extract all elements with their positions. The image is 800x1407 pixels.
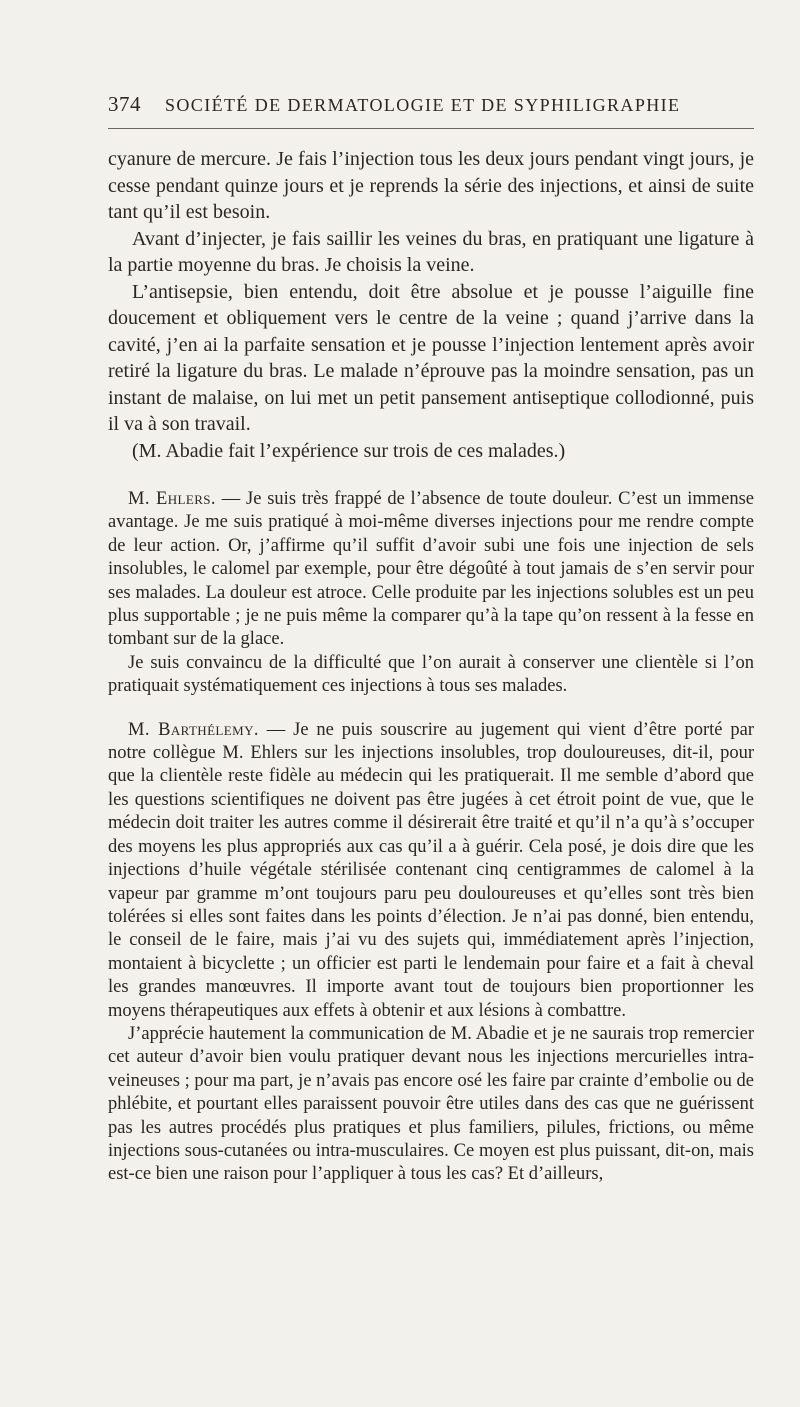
speaker-name-ehlers: M. Ehlers. [128,489,216,509]
paragraph-antisepsis: L’antisepsie, bien entendu, doit être absolue et je pousse l’aiguille fine doucement et obliquement vers le centre de la veine ; quand j’arrive dans la cavité, j’en ai la parfaite sensation et je pousse l’injection lentement après avoir retiré la ligature du bras. Le malade n’éprouve pas la moindre sensation, pas un instant de malaise, on lui met un petit pansement antiseptique collodionné, puis il va à son travail. [108,280,754,435]
section-gap [108,699,754,719]
paragraph-ehlers-remarks [108,488,754,652]
body-text [108,146,754,1187]
paragraph-experiment-note: (M. Abadie fait l’expérience sur trois de ces malades.) [132,439,566,462]
abadie-section [108,146,754,464]
paragraph-continuation: cyanure de mercure. Je fais l’injection tous les deux jours pendant vingt jours, je cesse pendant quinze jours et je reprends la série des injections, et ainsi de suite tant qu’il est besoin. [108,148,754,223]
ehlers-remarks-text: — Je suis très frappé de l’absence de toute douleur. C’est un immense avantage. Je me suis pratiqué à moi-même diverses injections pour me rendre compte de leur action. Or, j’affirme qu’il suffit d’avoir subi une fois une injection de sels insolubles, le calomel par exemple, pour être dégoûté à tout jamais de s’en servir pour ses malades. La douleur est atroce. Celle produite par les injections solubles est un peu plus supportable ; je ne puis même la comparer qu’à la tape qu’on ressent à la fesse en tombant sur de la glace. [108,489,755,650]
section-gap [108,464,754,488]
page-number: 374 [108,92,141,116]
barthelemy-reply-text: — Je ne puis souscrire au jugement qui vient d’être porté par notre collègue M. Ehlers sur les injections insolubles, trop douloureuses, dit-il, pour que la clientèle reste fidèle au médecin qui les pratiquerait. Il me semble d’abord que les questions scientifiques ne doivent pas être jugées à cet étroit point de vue, que le médecin doit traiter les autres comme il désirerait être traité et qu’il n’a qu’à s’occuper des moyens les plus appropriés aux cas qu’il a à guérir. Cela posé, je dois dire que les injections d’huile végétale stérilisée contenant cinq centigrammes de calomel à la vapeur par gramme m’ont toujours paru peu douloureuses et qu’elles sont très bien tolérées si elles sont faites dans les points d’élection. Je n’ai pas donné, bien entendu, le conseil de le faire, mais j’ai vu des sujets qui, immédiatement après l’injection, montaient à bicyclette ; un officier est parti le lendemain pour faire et a fait à cheval les grandes manœuvres. Il importe avant tout de toujours bien proportionner les moyens thérapeutiques aux effets à obtenir et aux lésions à combattre. [108,719,754,1021]
speaker-name-barthelemy: M. Barthélemy. [128,719,259,740]
running-title: SOCIÉTÉ DE DERMATOLOGIE ET DE SYPHILIGRAPHIE [165,95,681,115]
paragraph-ligature: Avant d’injecter, je fais saillir les veines du bras, en pratiquant une ligature à la partie moyenne du bras. Je choisis la veine. [108,227,754,276]
running-head [108,92,754,118]
ehlers-section [108,488,754,699]
paragraph-ehlers-conviction: Je suis convaincu de la difficulté que l’on aurait à conserver une clientèle si l’on pratiquait systématiquement ces injections à tous ses malades. [108,652,754,697]
barthelemy-section [108,719,754,1187]
paragraph-barthelemy-appreciation: J’apprécie hautement la communication de M. Abadie et je ne saurais trop remercier cet auteur d’avoir bien voulu pratiquer devant nous les injections mercurielles intra-veineuses ; pour ma part, je n’avais pas encore osé les faire par crainte d’embolie ou de phlébite, et pourtant elles paraissent pouvoir être utiles dans des cas que ne guérissent pas les autres procédés plus pratiques et plus familiers, pilules, frictions, ou même injections sous-cutanées ou intra-musculaires. Ce moyen est plus puissant, dit-on, mais est-ce bien une raison pour l’appliquer à tous les cas? Et d’ailleurs, [108,1023,754,1185]
paragraph-barthelemy-reply [108,719,754,1023]
header-rule [108,128,754,129]
